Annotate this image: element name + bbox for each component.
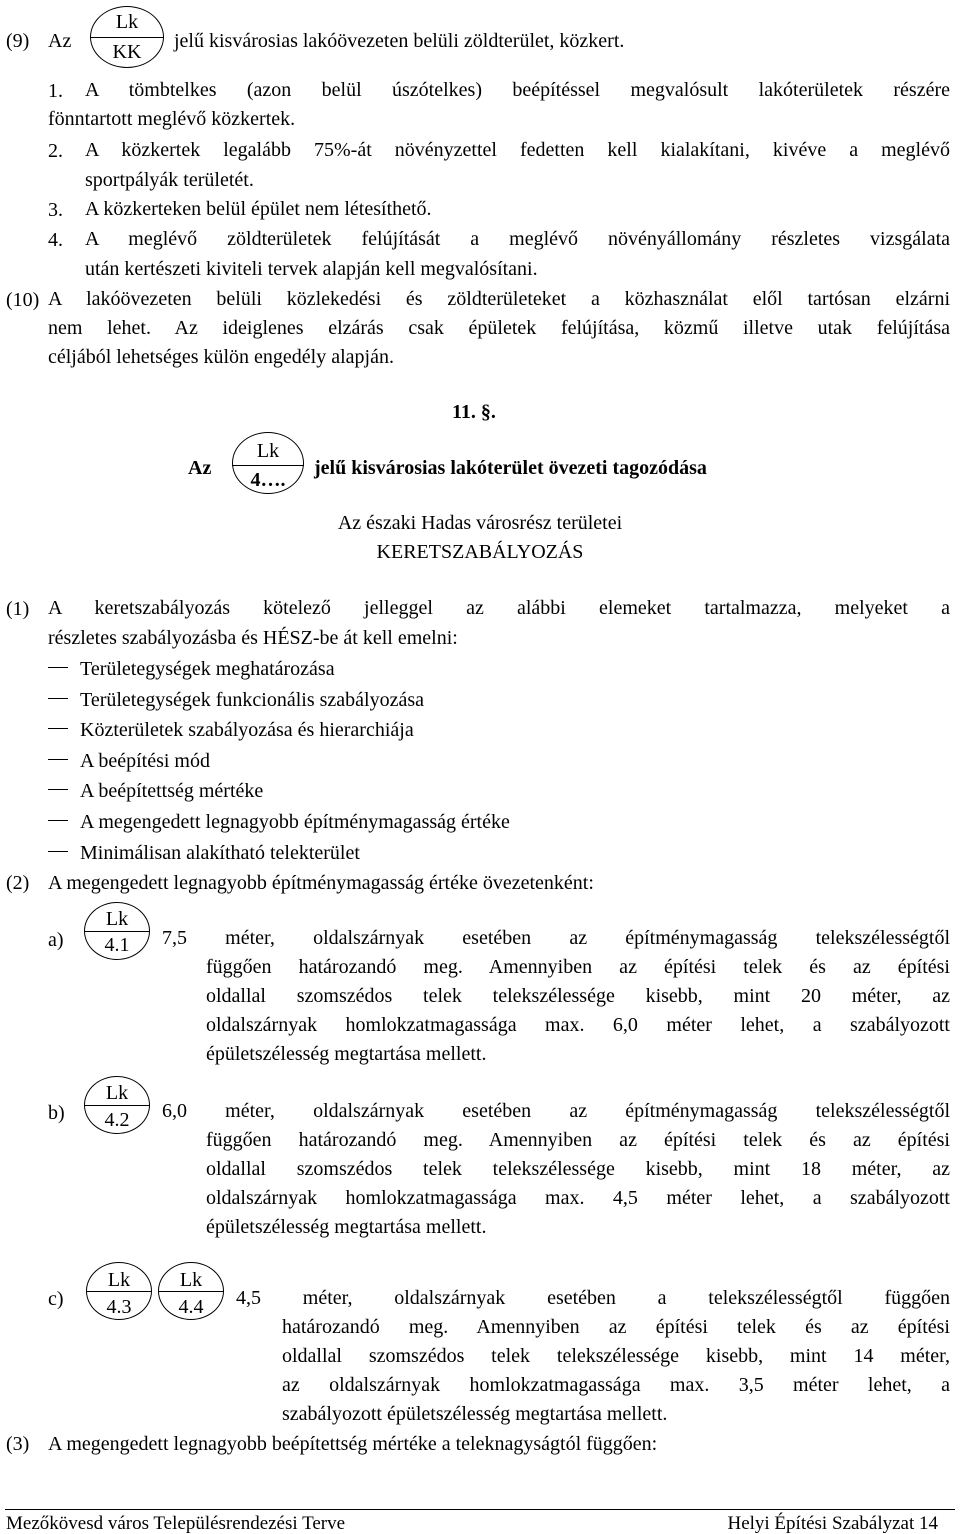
item-number: 2.	[48, 140, 63, 162]
heading-title: jelű kisvárosias lakóterület övezeti tagozódása	[314, 457, 707, 479]
paragraph-number: (1)	[6, 598, 30, 620]
list-dash	[48, 728, 68, 729]
list-dash	[48, 667, 68, 668]
item-text: oldallal szomszédos telek telekszélessége kisebb, mint 14 méter,	[282, 1345, 950, 1367]
az-label: Az	[188, 457, 212, 479]
footer-right: Helyi Építési Szabályzat 14	[727, 1513, 938, 1534]
heading-subtitle: Az északi Hadas városrész területei	[337, 512, 623, 534]
list-item: Területegységek meghatározása	[80, 658, 335, 680]
zone-symbol-bottom: 4.2	[104, 1109, 130, 1131]
list-dash	[48, 851, 68, 852]
item-number: 1.	[48, 80, 63, 102]
zone-symbol-divider	[158, 1291, 224, 1292]
paragraph-number: (9)	[6, 30, 30, 52]
item-text: oldalszárnyak homlokzatmagassága max. 6,0 méter lehet, a szabályozott	[206, 1014, 950, 1036]
footer-left: Mezőkövesd város Településrendezési Terve	[6, 1513, 346, 1534]
zone-symbol-top: Lk	[107, 1269, 131, 1291]
item-text: épületszélesség megtartása mellett.	[206, 1043, 487, 1065]
paragraph-text: nem lehet. Az ideiglenes elzárás csak épületek felújítása, közmű illetve utak felújítása	[48, 317, 950, 339]
paragraph-text: céljából lehetséges külön engedély alapján.	[48, 346, 394, 368]
item-text: függően határozandó meg. Amennyiben az építési telek és az építési	[206, 956, 950, 978]
zone-symbol-bottom: 4….	[250, 469, 286, 491]
zone-symbol-top: Lk	[256, 440, 280, 462]
zone-symbol-divider	[84, 931, 150, 932]
zone-symbol-divider	[86, 1291, 152, 1292]
item-text: A meglévő zöldterületek felújítását a meglévő növényállomány részletes vizsgálata	[85, 228, 950, 250]
item-number: 4.	[48, 229, 63, 251]
zone-symbol-top: Lk	[179, 1269, 203, 1291]
section-9-title: jelű kisvárosias lakóövezeten belüli zöldterület, közkert.	[174, 30, 625, 52]
zone-symbol-top: Lk	[105, 908, 129, 930]
item-text: oldallal szomszédos telek telekszélessége kisebb, mint 18 méter, az	[206, 1158, 950, 1180]
heading-keretszabalyozas: KERETSZABÁLYOZÁS	[376, 541, 584, 563]
item-text: épületszélesség megtartása mellett.	[206, 1216, 487, 1238]
paragraph-number: (10)	[6, 289, 40, 311]
list-item: Minimálisan alakítható telekterület	[80, 842, 360, 864]
paragraph-text: A lakóövezeten belüli közlekedési és zöldterületeket a közhasználat elől tartósan elzárni	[48, 288, 950, 310]
paragraph-text: A megengedett legnagyobb építménymagasság értéke övezetenként:	[48, 872, 594, 894]
paragraph-text: részletes szabályozásba és HÉSZ-be át kell emelni:	[48, 627, 458, 649]
item-text: határozandó meg. Amennyiben az építési telek és az építési	[282, 1316, 950, 1338]
item-text: az oldalszárnyak homlokzatmagassága max. 3,5 méter lehet, a	[282, 1374, 950, 1396]
paragraph-text: A megengedett legnagyobb beépítettség mértéke a teleknagyságtól függően:	[48, 1433, 658, 1455]
zone-symbol-divider	[84, 1105, 150, 1106]
zone-symbol-bottom: KK	[112, 41, 142, 63]
list-dash	[48, 789, 68, 790]
zone-symbol-top: Lk	[105, 1082, 129, 1104]
item-text: A közkerteken belül épület nem létesíthető.	[85, 198, 432, 220]
list-dash	[48, 759, 68, 760]
list-dash	[48, 820, 68, 821]
list-dash	[48, 698, 68, 699]
paragraph-number: (3)	[6, 1433, 30, 1455]
item-text: fönntartott meglévő közkertek.	[48, 108, 296, 130]
item-text: után kertészeti kiviteli tervek alapján kell megvalósítani.	[85, 258, 538, 280]
list-item: A beépítettség mértéke	[80, 780, 264, 802]
list-item: Közterületek szabályozása és hierarchiája	[80, 719, 414, 741]
item-text: sportpályák területét.	[85, 169, 254, 191]
list-item: A megengedett legnagyobb építménymagasság értéke	[80, 811, 510, 833]
item-text: függően határozandó meg. Amennyiben az építési telek és az építési	[206, 1129, 950, 1151]
zone-symbol-bottom: 4.1	[104, 934, 130, 956]
footer-rule	[5, 1509, 955, 1510]
az-label: Az	[48, 30, 72, 52]
item-text: oldallal szomszédos telek telekszélessége kisebb, mint 20 méter, az	[206, 985, 950, 1007]
list-item: Területegységek funkcionális szabályozása	[80, 689, 425, 711]
list-item: A beépítési mód	[80, 750, 210, 772]
zone-symbol-divider	[90, 37, 164, 38]
item-label: b)	[48, 1102, 65, 1124]
item-text: A közkertek legalább 75%-át növényzettel fedetten kell kialakítani, kivéve a meglévő	[85, 139, 950, 161]
item-text: A tömbtelkes (azon belül úszótelkes) beépítéssel megvalósult lakóterületek részére	[85, 79, 950, 101]
item-text: 4,5 méter, oldalszárnyak esetében a telekszélességtől függően	[236, 1287, 950, 1309]
item-label: c)	[48, 1288, 64, 1310]
item-text: 6,0 méter, oldalszárnyak esetében az építménymagasság telekszélességtől	[162, 1100, 950, 1122]
item-text: oldalszárnyak homlokzatmagassága max. 4,5 méter lehet, a szabályozott	[206, 1187, 950, 1209]
item-label: a)	[48, 929, 64, 951]
paragraph-text: A keretszabályozás kötelező jelleggel az alábbi elemeket tartalmazza, melyeket a	[48, 597, 950, 619]
paragraph-sign: 11. §.	[452, 401, 496, 423]
paragraph-number: (2)	[6, 872, 30, 894]
zone-symbol-divider	[232, 465, 304, 466]
zone-symbol-top: Lk	[115, 11, 139, 33]
item-text: szabályozott épületszélesség megtartása mellett.	[282, 1403, 668, 1425]
zone-symbol-bottom: 4.3	[106, 1296, 132, 1318]
zone-symbol-bottom: 4.4	[178, 1296, 204, 1318]
item-number: 3.	[48, 199, 63, 221]
item-text: 7,5 méter, oldalszárnyak esetében az építménymagasság telekszélességtől	[162, 927, 950, 949]
